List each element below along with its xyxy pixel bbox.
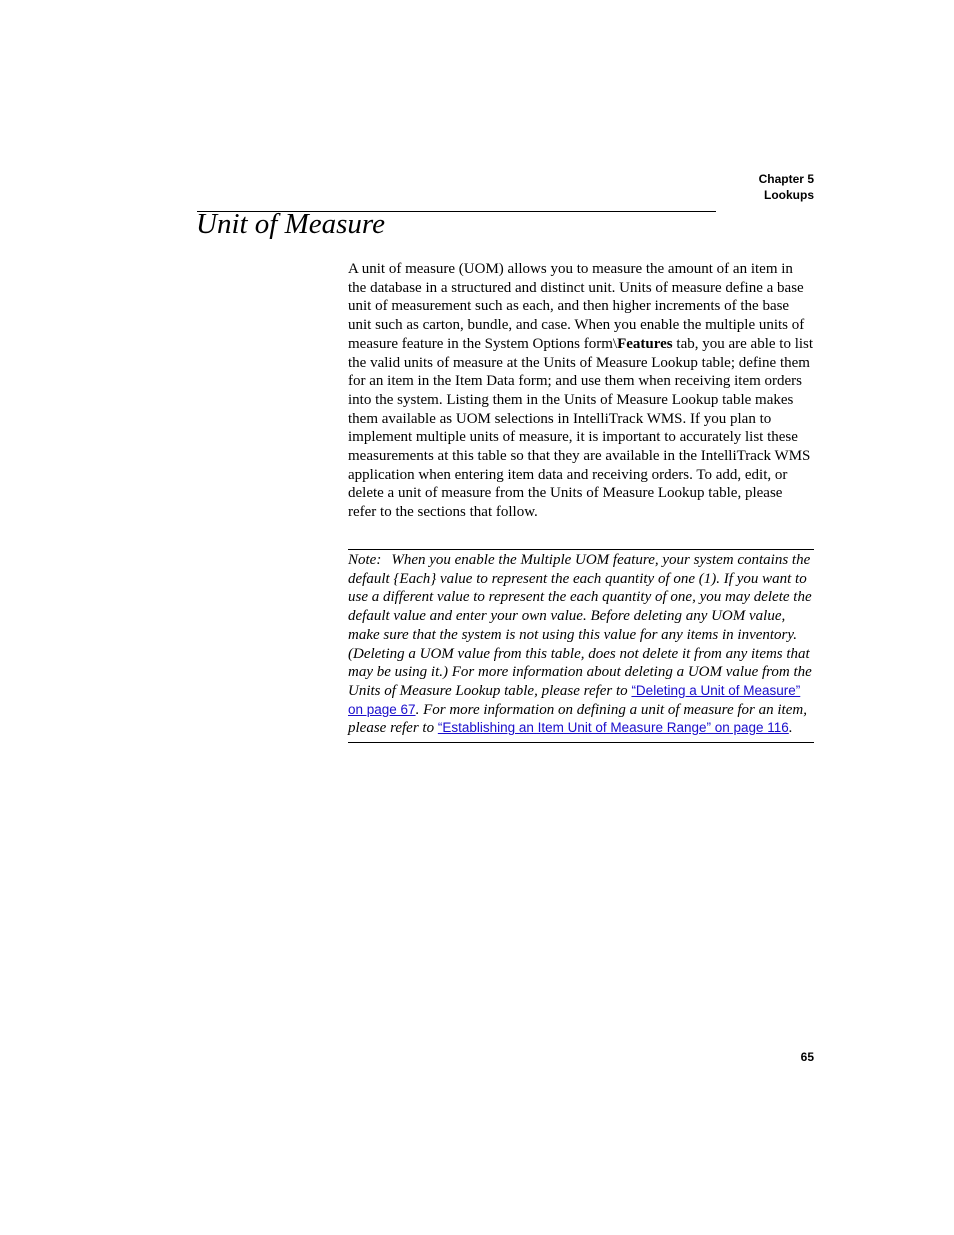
body-text-part2: tab, you are able to list the valid units of measure at the Units of Measure Lookup table; define them for an item in the Item Data form; and use them when receiving item orders into the system. Listing them in the Units of Measure Lookup table makes them available as UOM selections in IntelliTrack WMS. If you plan to implement multiple units of measure, it is important to accurately list these measurements at this table so that they are available in the IntelliTrack WMS application when entering item data and receiving orders. To add, edit, or delete a unit of measure from the Units of Measure Lookup table, please refer to the sections that follow.: [348, 335, 814, 521]
page-number: 65: [800, 1050, 814, 1064]
chapter-label: Chapter 5: [758, 172, 814, 186]
link-deleting-unit-of-measure[interactable]: “Deleting a Unit of Measure” on page 67: [348, 682, 801, 717]
note-box: [348, 549, 814, 743]
link-establishing-uom-range[interactable]: “Establishing an Item Unit of Measure Range” on page 116: [437, 720, 789, 736]
note-text-3: .: [788, 720, 793, 737]
features-bold: Features: [617, 335, 673, 352]
page-title: Unit of Measure: [196, 208, 386, 240]
note-text-1: When you enable the Multiple UOM feature, your system contains the default {Each} value to represent the each quantity of one (1). If you want to use a different value to represent the each quantity of one, you may delete the default value and enter your own value. Before deleting any UOM value, make sure that the system is not using this value for any items in inventory. (Deleting a UOM value from this table, does not delete it from any items that may be using it.) For more information about deleting a UOM value from the Units of Measure Lookup table, please refer to: [348, 552, 812, 699]
body-text-part1: A unit of measure (UOM) allows you to measure the amount of an item in the database in a structured and distinct unit. Units of measure define a base unit of measurement such as each, and then higher increments of the base unit such as carton, bundle, and case. When you enable the multiple units of measure feature in the System Options form\: [348, 261, 805, 352]
section-label: Lookups: [764, 188, 814, 202]
note-label: Note:: [348, 552, 382, 568]
note-text-2: . For more information on defining a unit of measure for an item, please refer to: [348, 701, 807, 737]
running-header: [759, 171, 814, 203]
body-paragraph: [348, 260, 814, 522]
